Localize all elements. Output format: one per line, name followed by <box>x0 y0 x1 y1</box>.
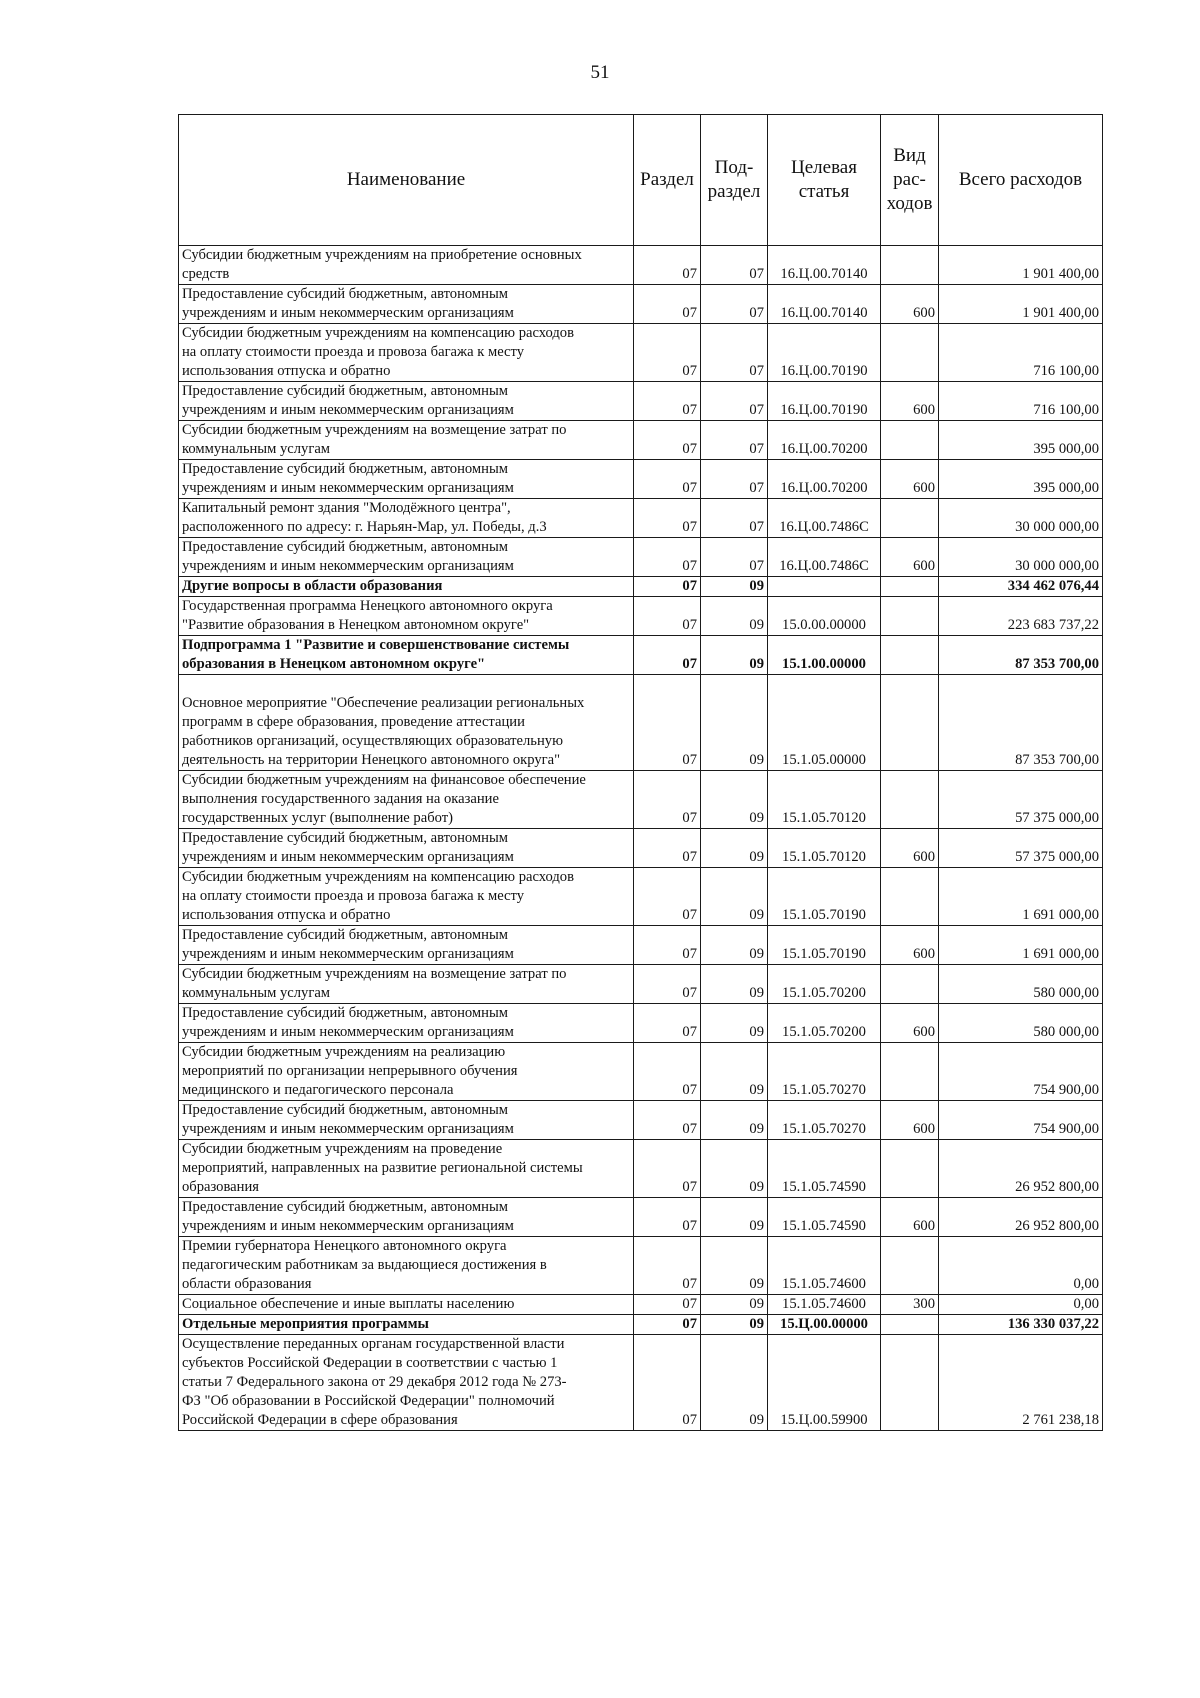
row-target: 15.0.00.00000 <box>768 597 881 636</box>
table-row <box>179 499 1103 538</box>
row-section: 07 <box>634 1101 701 1140</box>
table-row <box>179 382 1103 421</box>
row-kind <box>881 1335 939 1431</box>
row-total: 223 683 737,22 <box>939 597 1103 636</box>
row-name: Государственная программа Ненецкого автономного округа "Развитие образования в Ненецком автономном округе" <box>179 597 634 636</box>
row-section: 07 <box>634 771 701 829</box>
row-total: 87 353 700,00 <box>939 636 1103 675</box>
row-kind <box>881 499 939 538</box>
row-name: Социальное обеспечение и иные выплаты населению <box>179 1295 634 1315</box>
row-name: Субсидии бюджетным учреждениям на возмещение затрат по коммунальным услугам <box>179 421 634 460</box>
table-row <box>179 460 1103 499</box>
row-target: 15.1.05.00000 <box>768 675 881 771</box>
row-total: 1 691 000,00 <box>939 926 1103 965</box>
row-name: Подпрограмма 1 "Развитие и совершенствование системы образования в Ненецком автономном округе" <box>179 636 634 675</box>
row-total: 0,00 <box>939 1295 1103 1315</box>
row-section: 07 <box>634 675 701 771</box>
row-total: 580 000,00 <box>939 1004 1103 1043</box>
row-target: 16.Ц.00.70190 <box>768 324 881 382</box>
row-total: 716 100,00 <box>939 324 1103 382</box>
table-row <box>179 1335 1103 1431</box>
table-row <box>179 771 1103 829</box>
row-section: 07 <box>634 246 701 285</box>
row-subsection: 09 <box>701 771 768 829</box>
row-kind: 600 <box>881 829 939 868</box>
row-name: Предоставление субсидий бюджетным, автономным учреждениям и иным некоммерческим организациям <box>179 382 634 421</box>
row-kind: 300 <box>881 1295 939 1315</box>
row-total: 580 000,00 <box>939 965 1103 1004</box>
row-subsection: 09 <box>701 829 768 868</box>
row-subsection: 09 <box>701 926 768 965</box>
row-name: Другие вопросы в области образования <box>179 577 634 597</box>
row-name: Предоставление субсидий бюджетным, автономным учреждениям и иным некоммерческим организациям <box>179 829 634 868</box>
row-subsection: 07 <box>701 324 768 382</box>
row-total: 26 952 800,00 <box>939 1140 1103 1198</box>
row-target: 15.1.05.70200 <box>768 965 881 1004</box>
table-row <box>179 1315 1103 1335</box>
table-row <box>179 636 1103 675</box>
table-row <box>179 926 1103 965</box>
row-name: Субсидии бюджетным учреждениям на реализацию мероприятий по организации непрерывного обучения медицинского и педагогического персонала <box>179 1043 634 1101</box>
row-section: 07 <box>634 577 701 597</box>
table-row <box>179 1101 1103 1140</box>
row-target: 15.1.05.74590 <box>768 1140 881 1198</box>
row-kind: 600 <box>881 382 939 421</box>
row-section: 07 <box>634 285 701 324</box>
row-subsection: 09 <box>701 1237 768 1295</box>
row-kind <box>881 577 939 597</box>
row-section: 07 <box>634 636 701 675</box>
header-name: Наименование <box>179 115 634 246</box>
row-total: 136 330 037,22 <box>939 1315 1103 1335</box>
row-total: 26 952 800,00 <box>939 1198 1103 1237</box>
row-kind <box>881 771 939 829</box>
row-subsection: 09 <box>701 675 768 771</box>
row-kind: 600 <box>881 1004 939 1043</box>
row-target: 16.Ц.00.7486С <box>768 499 881 538</box>
row-kind: 600 <box>881 926 939 965</box>
row-subsection: 07 <box>701 538 768 577</box>
row-target: 15.1.05.70190 <box>768 926 881 965</box>
row-section: 07 <box>634 1198 701 1237</box>
header-total: Всего расходов <box>939 115 1103 246</box>
table-row <box>179 285 1103 324</box>
row-kind: 600 <box>881 1198 939 1237</box>
row-section: 07 <box>634 1335 701 1431</box>
row-target: 16.Ц.00.70140 <box>768 285 881 324</box>
row-total: 30 000 000,00 <box>939 538 1103 577</box>
row-name: Предоставление субсидий бюджетным, автономным учреждениям и иным некоммерческим организациям <box>179 538 634 577</box>
row-section: 07 <box>634 868 701 926</box>
row-section: 07 <box>634 1237 701 1295</box>
row-section: 07 <box>634 965 701 1004</box>
row-subsection: 07 <box>701 460 768 499</box>
header-target: Целевая статья <box>768 115 881 246</box>
table-row <box>179 324 1103 382</box>
row-name: Предоставление субсидий бюджетным, автономным учреждениям и иным некоммерческим организациям <box>179 1198 634 1237</box>
row-subsection: 07 <box>701 382 768 421</box>
table-row <box>179 868 1103 926</box>
row-kind: 600 <box>881 285 939 324</box>
row-total: 754 900,00 <box>939 1043 1103 1101</box>
row-target: 15.1.00.00000 <box>768 636 881 675</box>
row-section: 07 <box>634 926 701 965</box>
row-kind: 600 <box>881 538 939 577</box>
row-subsection: 09 <box>701 868 768 926</box>
row-name: Осуществление переданных органам государственной власти субъектов Российской Федерации в соответствии с частью 1 статьи 7 Федерального закона от 29 декабря 2012 года № 273- ФЗ "Об образовании в Российской Федерации" полномочий Российской Федерации в сфере образования <box>179 1335 634 1431</box>
row-subsection: 07 <box>701 246 768 285</box>
row-target: 15.1.05.74600 <box>768 1295 881 1315</box>
row-target: 15.Ц.00.00000 <box>768 1315 881 1335</box>
row-target: 16.Ц.00.70140 <box>768 246 881 285</box>
table-row <box>179 597 1103 636</box>
row-target: 15.Ц.00.59900 <box>768 1335 881 1431</box>
row-target: 16.Ц.00.70200 <box>768 421 881 460</box>
row-name: Субсидии бюджетным учреждениям на проведение мероприятий, направленных на развитие региональной системы образования <box>179 1140 634 1198</box>
row-kind <box>881 324 939 382</box>
row-subsection: 09 <box>701 1101 768 1140</box>
row-name: Предоставление субсидий бюджетным, автономным учреждениям и иным некоммерческим организациям <box>179 926 634 965</box>
row-section: 07 <box>634 1315 701 1335</box>
row-section: 07 <box>634 421 701 460</box>
row-name: Субсидии бюджетным учреждениям на возмещение затрат по коммунальным услугам <box>179 965 634 1004</box>
row-section: 07 <box>634 1140 701 1198</box>
header-subsection: Под- раздел <box>701 115 768 246</box>
table-row <box>179 1004 1103 1043</box>
row-kind <box>881 1315 939 1335</box>
page-number: 51 <box>590 62 610 83</box>
table-row <box>179 1295 1103 1315</box>
row-section: 07 <box>634 1295 701 1315</box>
row-total: 395 000,00 <box>939 421 1103 460</box>
row-total: 87 353 700,00 <box>939 675 1103 771</box>
row-subsection: 07 <box>701 421 768 460</box>
row-subsection: 09 <box>701 965 768 1004</box>
table-row <box>179 538 1103 577</box>
row-name: Отдельные мероприятия программы <box>179 1315 634 1335</box>
row-total: 334 462 076,44 <box>939 577 1103 597</box>
row-subsection: 09 <box>701 636 768 675</box>
row-target: 15.1.05.70270 <box>768 1043 881 1101</box>
row-name: Премии губернатора Ненецкого автономного округа педагогическим работникам за выдающиеся достижения в области образования <box>179 1237 634 1295</box>
row-total: 57 375 000,00 <box>939 829 1103 868</box>
row-target: 15.1.05.74590 <box>768 1198 881 1237</box>
table-row <box>179 675 1103 771</box>
row-total: 716 100,00 <box>939 382 1103 421</box>
header-kind: Вид рас- ходов <box>881 115 939 246</box>
row-kind <box>881 246 939 285</box>
row-kind <box>881 675 939 771</box>
row-kind <box>881 421 939 460</box>
row-target: 15.1.05.70120 <box>768 771 881 829</box>
row-kind <box>881 1043 939 1101</box>
row-subsection: 09 <box>701 1315 768 1335</box>
row-target: 16.Ц.00.70190 <box>768 382 881 421</box>
row-kind <box>881 868 939 926</box>
row-name: Субсидии бюджетным учреждениям на приобретение основных средств <box>179 246 634 285</box>
table-row <box>179 421 1103 460</box>
row-name: Капитальный ремонт здания "Молодёжного центра", расположенного по адресу: г. Нарьян-Мар, ул. Победы, д.3 <box>179 499 634 538</box>
row-name: Предоставление субсидий бюджетным, автономным учреждениям и иным некоммерческим организациям <box>179 285 634 324</box>
header-section: Раздел <box>634 115 701 246</box>
row-subsection: 09 <box>701 1335 768 1431</box>
row-subsection: 09 <box>701 1043 768 1101</box>
row-subsection: 09 <box>701 597 768 636</box>
row-target <box>768 577 881 597</box>
table-row <box>179 1198 1103 1237</box>
row-name: Предоставление субсидий бюджетным, автономным учреждениям и иным некоммерческим организациям <box>179 460 634 499</box>
row-section: 07 <box>634 382 701 421</box>
row-kind: 600 <box>881 1101 939 1140</box>
row-name: Субсидии бюджетным учреждениям на компенсацию расходов на оплату стоимости проезда и провоза багажа к месту использования отпуска и обратно <box>179 324 634 382</box>
table-row <box>179 829 1103 868</box>
row-kind <box>881 1237 939 1295</box>
row-subsection: 09 <box>701 577 768 597</box>
row-subsection: 07 <box>701 499 768 538</box>
row-total: 754 900,00 <box>939 1101 1103 1140</box>
row-total: 1 901 400,00 <box>939 285 1103 324</box>
row-section: 07 <box>634 1004 701 1043</box>
table-row <box>179 1237 1103 1295</box>
row-total: 2 761 238,18 <box>939 1335 1103 1431</box>
row-target: 16.Ц.00.70200 <box>768 460 881 499</box>
row-name: Предоставление субсидий бюджетным, автономным учреждениям и иным некоммерческим организациям <box>179 1004 634 1043</box>
row-target: 15.1.05.74600 <box>768 1237 881 1295</box>
row-section: 07 <box>634 538 701 577</box>
table-row <box>179 577 1103 597</box>
row-name: Основное мероприятие "Обеспечение реализации региональных программ в сфере образования, проведение аттестации работников организаций, осуществляющих образовательную деятельность на территории Ненецкого автономного округа" <box>179 675 634 771</box>
row-subsection: 09 <box>701 1295 768 1315</box>
row-subsection: 09 <box>701 1004 768 1043</box>
row-total: 57 375 000,00 <box>939 771 1103 829</box>
row-target: 15.1.05.70190 <box>768 868 881 926</box>
table-row <box>179 965 1103 1004</box>
row-name: Субсидии бюджетным учреждениям на компенсацию расходов на оплату стоимости проезда и провоза багажа к месту использования отпуска и обратно <box>179 868 634 926</box>
row-total: 30 000 000,00 <box>939 499 1103 538</box>
budget-table <box>178 114 1103 1431</box>
row-section: 07 <box>634 829 701 868</box>
row-kind <box>881 1140 939 1198</box>
row-target: 15.1.05.70270 <box>768 1101 881 1140</box>
row-kind <box>881 965 939 1004</box>
row-target: 15.1.05.70200 <box>768 1004 881 1043</box>
table-body <box>179 246 1103 1431</box>
row-kind <box>881 636 939 675</box>
row-section: 07 <box>634 597 701 636</box>
row-section: 07 <box>634 1043 701 1101</box>
row-total: 1 901 400,00 <box>939 246 1103 285</box>
table-row <box>179 246 1103 285</box>
row-name: Субсидии бюджетным учреждениям на финансовое обеспечение выполнения государственного задания на оказание государственных услуг (выполнение работ) <box>179 771 634 829</box>
row-name: Предоставление субсидий бюджетным, автономным учреждениям и иным некоммерческим организациям <box>179 1101 634 1140</box>
row-section: 07 <box>634 499 701 538</box>
row-total: 0,00 <box>939 1237 1103 1295</box>
row-subsection: 09 <box>701 1198 768 1237</box>
row-total: 395 000,00 <box>939 460 1103 499</box>
table-header-row <box>179 115 1103 246</box>
row-target: 16.Ц.00.7486С <box>768 538 881 577</box>
row-section: 07 <box>634 324 701 382</box>
row-subsection: 09 <box>701 1140 768 1198</box>
row-kind: 600 <box>881 460 939 499</box>
row-total: 1 691 000,00 <box>939 868 1103 926</box>
table-row <box>179 1140 1103 1198</box>
row-kind <box>881 597 939 636</box>
row-section: 07 <box>634 460 701 499</box>
row-subsection: 07 <box>701 285 768 324</box>
table-row <box>179 1043 1103 1101</box>
row-target: 15.1.05.70120 <box>768 829 881 868</box>
